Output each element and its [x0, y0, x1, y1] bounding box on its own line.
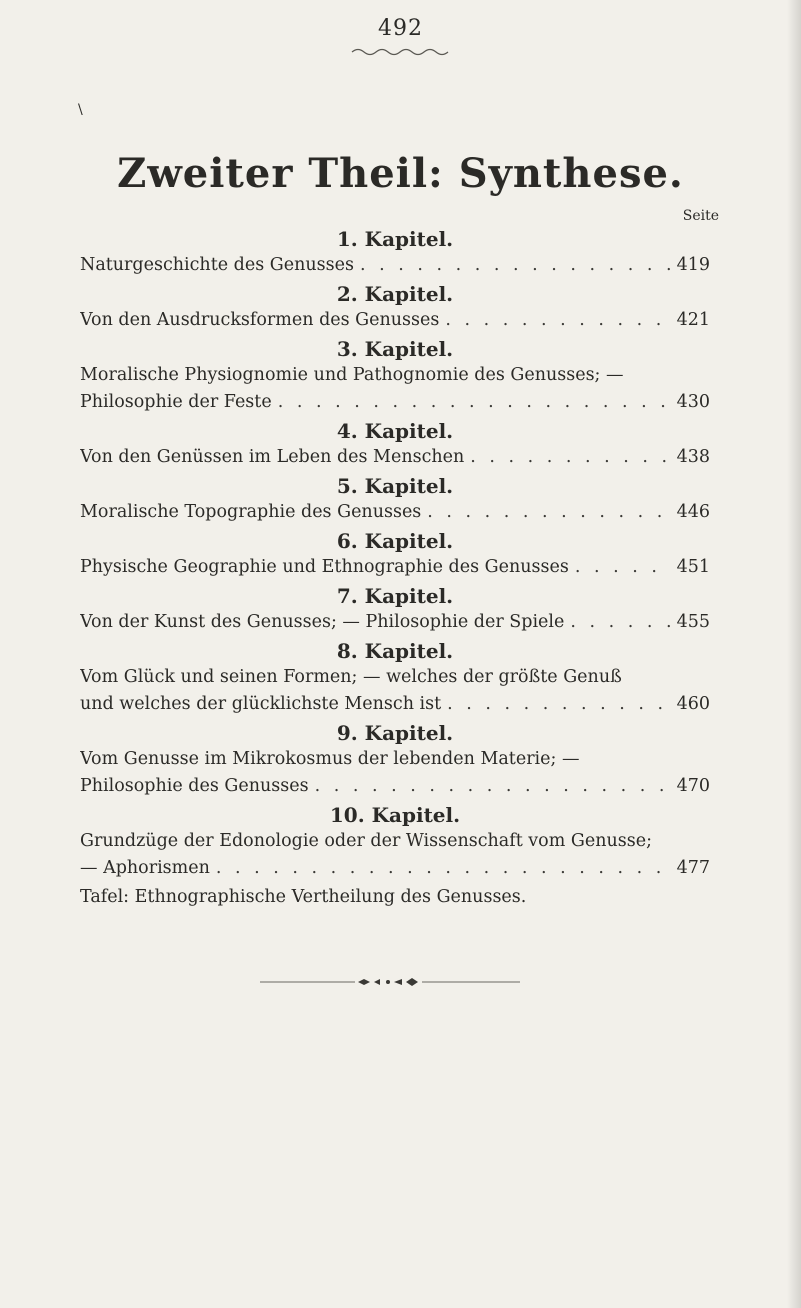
dot-leader [569, 554, 671, 581]
chapter-heading: 6. Kapitel. [336, 529, 454, 553]
toc-entry-line [80, 855, 710, 882]
toc-entry-line [80, 362, 710, 389]
chapter-heading: 1. Kapitel. [336, 227, 454, 251]
toc-chapter [80, 583, 710, 636]
chapter-heading: 2. Kapitel. [336, 282, 454, 306]
chapter-heading: 4. Kapitel. [336, 419, 454, 443]
toc-entry-line [80, 773, 710, 800]
entry-title: Von den Ausdrucksformen des Genusses [80, 310, 440, 330]
toc-entry-line [80, 609, 710, 636]
entry-title: und welches der glücklichste Mensch ist [80, 694, 442, 714]
toc-entry-line [80, 252, 710, 279]
entry-page-number: 446 [676, 502, 710, 522]
entry-title: Vom Glück und seinen Formen; — welches der größte Genuß [80, 667, 622, 687]
dot-leader [421, 499, 670, 526]
entry-title: Physische Geographie und Ethnographie des Genusses [80, 557, 569, 577]
chapter-heading: 8. Kapitel. [336, 639, 454, 663]
seite-label: Seite [682, 208, 719, 224]
dot-leader [210, 855, 671, 882]
entry-title: Von der Kunst des Genusses; — Philosophie der Spiele [80, 612, 565, 632]
toc-chapter [80, 528, 710, 581]
toc-chapter [80, 281, 710, 334]
toc-chapter [80, 802, 710, 882]
entry-page-number: 477 [676, 858, 710, 878]
toc-entry-line [80, 499, 710, 526]
table-of-contents [80, 226, 710, 911]
toc-entry-line [80, 691, 710, 718]
toc-entry-line [80, 389, 710, 416]
chapter-heading: 9. Kapitel. [336, 721, 454, 745]
chapter-heading: 5. Kapitel. [336, 474, 454, 498]
dot-leader [441, 691, 670, 718]
entry-title: Philosophie der Feste [80, 392, 272, 412]
dot-leader [439, 307, 670, 334]
entry-title: — Aphorismen [80, 858, 210, 878]
dot-leader [354, 252, 671, 279]
entry-title: Grundzüge der Edonologie oder der Wissenschaft vom Genusse; [80, 831, 652, 851]
entry-page-number: 421 [676, 310, 710, 330]
toc-chapter [80, 720, 710, 800]
chapter-heading: 3. Kapitel. [336, 337, 454, 361]
dot-leader [309, 773, 671, 800]
chapter-heading: 7. Kapitel. [336, 584, 454, 608]
page-edge-shadow [787, 0, 801, 1308]
toc-chapter [80, 418, 710, 471]
wavy-ornament-icon [350, 46, 450, 56]
chapter-heading: 10. Kapitel. [329, 803, 461, 827]
entry-page-number: 470 [676, 776, 710, 796]
page-number: 492 [378, 16, 423, 41]
entry-title: Moralische Physiognomie und Pathognomie des Genusses; — [80, 365, 624, 385]
entry-page-number: 438 [676, 447, 710, 467]
table-note: Tafel: Ethnographische Vertheilung des Genusses. [80, 887, 527, 907]
dot-leader [464, 444, 670, 471]
entry-title: Von den Genüssen im Leben des Menschen [80, 447, 465, 467]
entry-title: Philosophie des Genusses [80, 776, 309, 796]
end-ornament-icon [260, 976, 520, 988]
toc-entry-line [80, 746, 710, 773]
entry-title: Moralische Topographie des Genusses [80, 502, 422, 522]
toc-entry-line [80, 444, 710, 471]
entry-page-number: 455 [676, 612, 710, 632]
part-title: Zweiter Theil: Synthese. [117, 150, 684, 197]
toc-entry-line [80, 828, 710, 855]
entry-page-number: 460 [676, 694, 710, 714]
toc-chapter [80, 226, 710, 279]
entry-page-number: 451 [676, 557, 710, 577]
toc-chapter [80, 473, 710, 526]
toc-entry-line [80, 554, 710, 581]
dot-leader [272, 389, 671, 416]
toc-entry-line [80, 664, 710, 691]
entry-page-number: 430 [676, 392, 710, 412]
margin-mark: \ [78, 102, 83, 118]
toc-chapter [80, 336, 710, 416]
entry-page-number: 419 [676, 255, 710, 275]
toc-entry-line [80, 307, 710, 334]
toc-chapter [80, 638, 710, 718]
entry-title: Vom Genusse im Mikrokosmus der lebenden Materie; — [80, 749, 580, 769]
entry-title: Naturgeschichte des Genusses [80, 255, 354, 275]
dot-leader [564, 609, 670, 636]
